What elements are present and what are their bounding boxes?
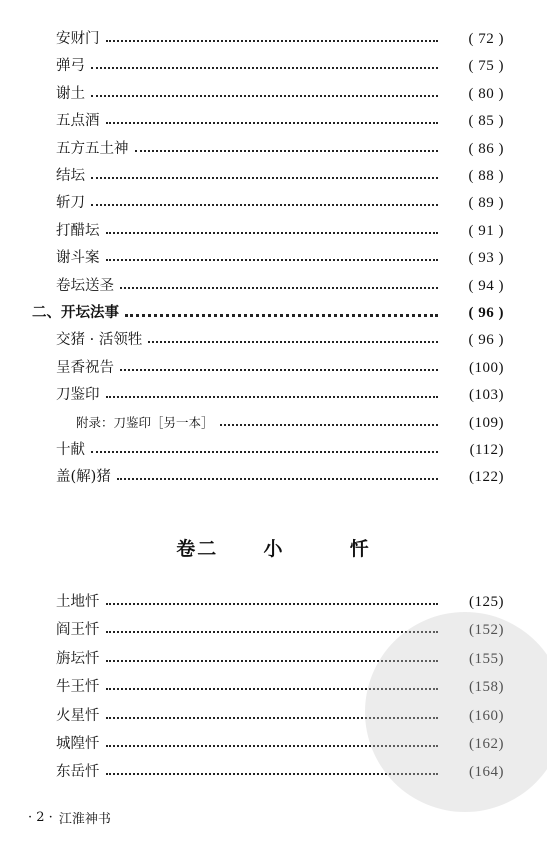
toc-entry-page: ( 86 ): [468, 140, 504, 157]
dot-leader: [220, 424, 438, 426]
toc-section-heading: [32, 300, 504, 326]
volume-heading-part1: 卷二: [176, 538, 219, 560]
toc-entry: [56, 437, 504, 463]
toc-entry: [76, 410, 504, 436]
dot-leader: [106, 603, 439, 605]
toc-entry-title: 谢斗案: [56, 250, 100, 267]
page-footer: [28, 806, 111, 828]
toc-entry-title: 五方五土神: [56, 140, 129, 157]
footer-page-number: · 2 ·: [28, 809, 53, 825]
dot-leader: [106, 717, 439, 719]
toc-entry-page: (162): [469, 736, 504, 752]
toc-entry-page: ( 96 ): [468, 332, 504, 349]
toc-entry-page: (158): [469, 679, 504, 696]
toc-entry-page: (109): [469, 414, 504, 431]
toc-entry: [56, 136, 504, 162]
toc-entry: [56, 163, 504, 189]
toc-entry-page: (103): [469, 387, 504, 404]
toc-entry-page: (160): [469, 707, 504, 724]
toc-entry: [56, 589, 504, 615]
dot-leader: [106, 40, 439, 42]
dot-leader: [117, 478, 438, 480]
toc-entry: [56, 26, 504, 52]
dot-leader: [106, 688, 439, 690]
toc-entry-title: 附录：刀鉴印［另一本］: [76, 414, 214, 430]
toc-entry: [56, 190, 504, 216]
toc-entry-title: 斩刀: [56, 195, 85, 212]
toc-entry-title: 呈香祝告: [56, 359, 114, 376]
toc-entry-page: ( 72 ): [468, 31, 504, 47]
toc-entry-page: (100): [469, 359, 504, 376]
toc-entry-page: ( 94 ): [468, 277, 504, 294]
toc-entry-page: ( 91 ): [468, 222, 504, 239]
dot-leader: [148, 341, 438, 343]
toc-entry-title: 弹弓: [56, 58, 85, 75]
dot-leader: [91, 451, 438, 453]
toc-entry: [56, 273, 504, 299]
toc-entry: [56, 327, 504, 353]
toc-entry-title: 牛王忏: [56, 679, 100, 696]
toc-entry-page: (125): [469, 594, 504, 610]
toc-entry-title: 卷坛送圣: [56, 277, 114, 294]
toc-entry-page: (155): [469, 650, 504, 667]
toc-entry-title: 火星忏: [56, 707, 100, 724]
toc-entry: [56, 703, 504, 729]
toc-entry-page: (164): [469, 764, 504, 781]
dot-leader: [106, 745, 439, 747]
toc-entry-title: 打醋坛: [56, 222, 100, 239]
toc-entry: [56, 464, 504, 490]
toc-entry-title: 盖(解)猪: [56, 469, 111, 486]
toc-entry-page: ( 93 ): [468, 250, 504, 267]
toc-entry: [56, 759, 504, 785]
dot-leader: [91, 177, 438, 179]
dot-leader: [91, 95, 438, 97]
toc-entry-title: 交猪 · 活领牲: [56, 332, 143, 349]
toc-entry: [56, 108, 504, 134]
toc-entry-page: ( 75 ): [468, 58, 504, 75]
toc-entry: [56, 81, 504, 107]
volume-heading: [0, 534, 547, 564]
toc-entry: [56, 617, 504, 643]
dot-leader: [106, 631, 439, 633]
dot-leader: [106, 660, 439, 662]
toc-entry-page: ( 96 ): [468, 305, 504, 321]
toc-entry-page: ( 88 ): [468, 168, 504, 184]
toc-entry: [56, 355, 504, 381]
toc-entry: [56, 382, 504, 408]
toc-entry-title: 二、开坛法事: [32, 304, 119, 321]
toc-entry-page: ( 85 ): [468, 113, 504, 130]
toc-entry: [56, 646, 504, 672]
toc-entry-title: 谢土: [56, 85, 85, 102]
footer-book-title: 江淮神书: [58, 811, 111, 827]
toc-entry-page: ( 80 ): [468, 85, 504, 102]
toc-entry-title: 土地忏: [56, 594, 100, 610]
dot-leader: [91, 67, 438, 69]
dot-leader: [106, 232, 439, 234]
toc-entry: [56, 218, 504, 244]
toc-entry-title: 城隍忏: [56, 736, 100, 752]
dot-leader: [125, 314, 438, 317]
dot-leader: [106, 122, 439, 124]
toc-entry-title: 刀鉴印: [56, 387, 100, 404]
toc-entry-title: 十献: [56, 442, 85, 458]
toc-entry-title: 阎王忏: [56, 622, 100, 639]
toc-entry: [56, 53, 504, 79]
dot-leader: [120, 287, 438, 289]
volume-heading-part3: 忏: [349, 538, 371, 560]
dot-leader: [106, 773, 439, 775]
dot-leader: [106, 259, 439, 261]
toc-entry: [56, 731, 504, 757]
volume-heading-part2: 小: [263, 538, 285, 560]
toc-entry-page: (152): [469, 622, 504, 639]
dot-leader: [91, 204, 438, 206]
dot-leader: [120, 369, 438, 371]
toc-entry-title: 东岳忏: [56, 764, 100, 781]
toc-entry-title: 结坛: [56, 168, 85, 184]
toc-entry-title: 旃坛忏: [56, 650, 100, 667]
dot-leader: [106, 396, 439, 398]
toc-entry: [56, 245, 504, 271]
toc-entry-title: 五点酒: [56, 113, 100, 130]
toc-entry-page: (112): [469, 442, 504, 458]
toc-entry-title: 安财门: [56, 31, 100, 47]
toc-entry-page: ( 89 ): [468, 195, 504, 212]
toc-entry: [56, 674, 504, 700]
toc-entry-page: (122): [469, 469, 504, 486]
dot-leader: [135, 150, 439, 152]
